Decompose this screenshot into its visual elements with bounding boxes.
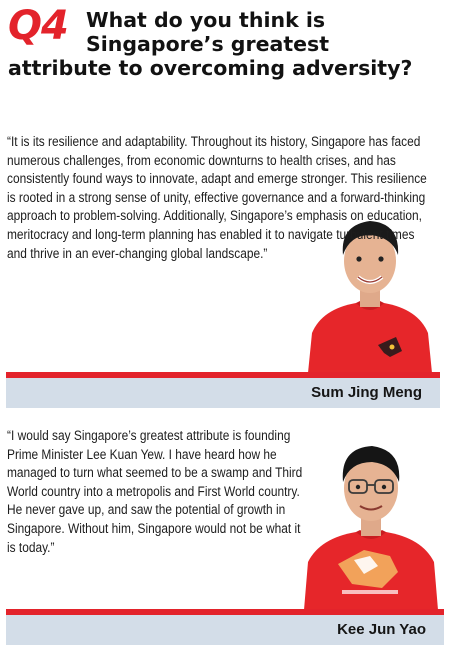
- name-strip: [6, 615, 444, 645]
- name-strip: [6, 378, 440, 408]
- question-number: Q4: [8, 3, 68, 49]
- respondent-name: Sum Jing Meng: [311, 384, 422, 401]
- respondent-photo-kee-jun-yao: [298, 438, 444, 610]
- question-title-line-3: attribute to overcoming adversity?: [8, 56, 413, 80]
- question-title-line-2: Singapore’s greatest: [86, 32, 330, 56]
- response-quote-2: “I would say Singapore’s greatest attribute is founding Prime Minister Lee Kuan Yew. I have heard how he managed to turn what seemed to be a swamp and Third World country into a metropolis and First World country. He never gave up, and saw the potential of growth in Singapore. Without him, Singapore would not be what it is today.”: [7, 428, 303, 556]
- respondent-name: Kee Jun Yao: [337, 621, 426, 638]
- question-title-line-1: What do you think is: [86, 8, 326, 32]
- response-quote-1: “It is its resilience and adaptability. Throughout its history, Singapore has faced numerous challenges, from economic downturns to health crises, and has consistently found ways to innovate, adapt and emerge stronger. This resilience is rooted in a strong sense of unity, effective governance and a forward-thinking approach to problem-solving. Additionally, Singapore’s emphasis on education, meritocracy and long-term planning has enabled it to navigate turbulent times and thrive in an ever-changing global landscape.”: [7, 134, 427, 262]
- question-header: [0, 0, 452, 96]
